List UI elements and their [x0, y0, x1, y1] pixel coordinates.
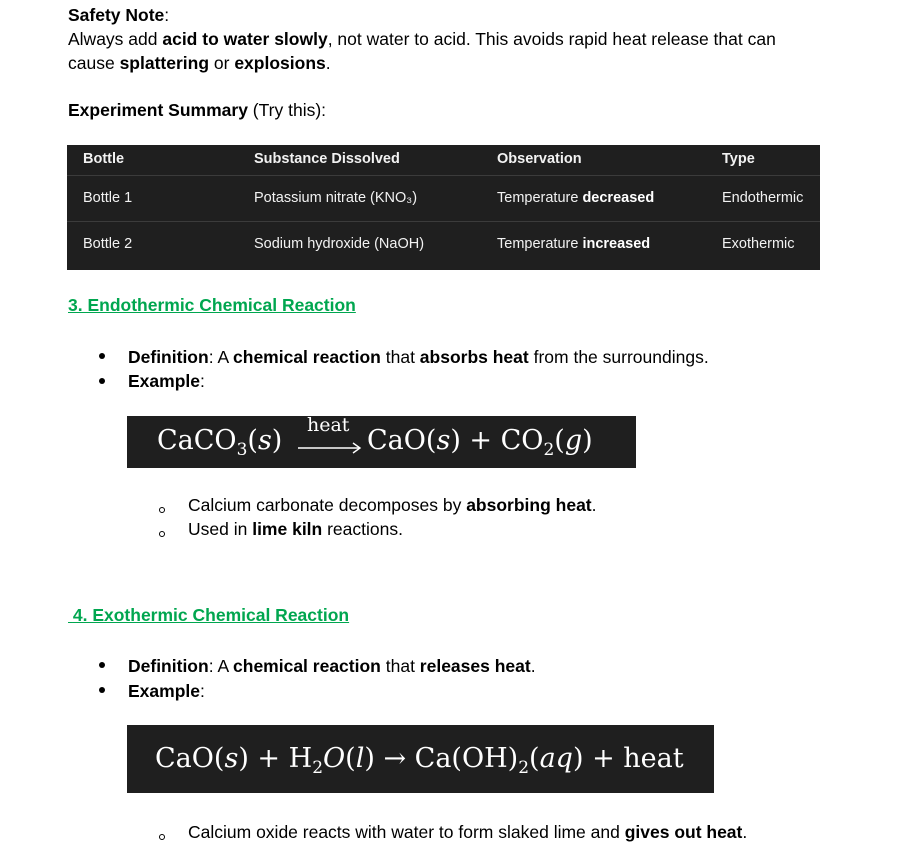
exo-example-label: Example: [128, 681, 205, 701]
exo-equation [127, 725, 714, 793]
safety-line-2: cause splattering or explosions. [68, 53, 331, 73]
exo-heading: 4. Exothermic Chemical Reaction [72, 605, 350, 625]
arrow-label: heat [307, 414, 350, 436]
cell-observation: Temperature increased [497, 236, 651, 252]
cell-substance: Sodium hydroxide (NaOH) [254, 236, 425, 252]
endo-equation [127, 416, 636, 468]
endo-equation-products: $CaO(s) + CO_2(g)$ [367, 425, 593, 460]
exo-point-1: Calcium oxide reacts with water to form slaked lime and gives out heat. [188, 822, 748, 842]
header-observation: Observation [497, 151, 582, 167]
summary-title: Experiment Summary (Try this): [68, 100, 327, 120]
exo-definition: Definition: A chemical reaction that releases heat. [128, 656, 536, 676]
endo-point-2: Used in lime kiln reactions. [188, 519, 403, 539]
endo-definition: Definition: A chemical reaction that absorbs heat from the surroundings. [128, 347, 709, 367]
endo-equation-text: CaCO$_3$(s) [157, 425, 283, 460]
header-substance: Substance Dissolved [254, 151, 400, 167]
circle-bullet-icon [159, 507, 165, 513]
cell-bottle: Bottle 2 [83, 236, 133, 252]
bullet-icon [99, 687, 105, 693]
header-type: Type [722, 151, 755, 167]
cell-type: Exothermic [722, 236, 795, 252]
cell-bottle: Bottle 1 [83, 190, 133, 206]
bullet-icon [99, 378, 105, 384]
table-divider [67, 221, 820, 222]
endo-point-1: Calcium carbonate decomposes by absorbing heat. [188, 495, 597, 515]
exo-equation-text: $CaO(s) + H_2O(l) \to Ca(OH)_2(aq)$ + heat [155, 743, 684, 778]
cell-observation: Temperature decreased [497, 190, 655, 206]
endo-heading: 3. Endothermic Chemical Reaction [68, 295, 356, 315]
table-divider [67, 175, 820, 176]
endo-example-label: Example: [128, 371, 205, 391]
bullet-icon [99, 353, 105, 359]
arrow-icon [297, 416, 363, 468]
safety-title: Safety Note: [68, 5, 170, 25]
bullet-icon [99, 662, 105, 668]
cell-type: Endothermic [722, 190, 804, 206]
experiment-table [67, 145, 820, 270]
circle-bullet-icon [159, 834, 165, 840]
cell-substance: Potassium nitrate (KNO₃) [254, 190, 418, 206]
circle-bullet-icon [159, 531, 165, 537]
safety-line-1: Always add acid to water slowly, not water to acid. This avoids rapid heat release that can [68, 29, 776, 49]
header-bottle: Bottle [83, 151, 125, 167]
